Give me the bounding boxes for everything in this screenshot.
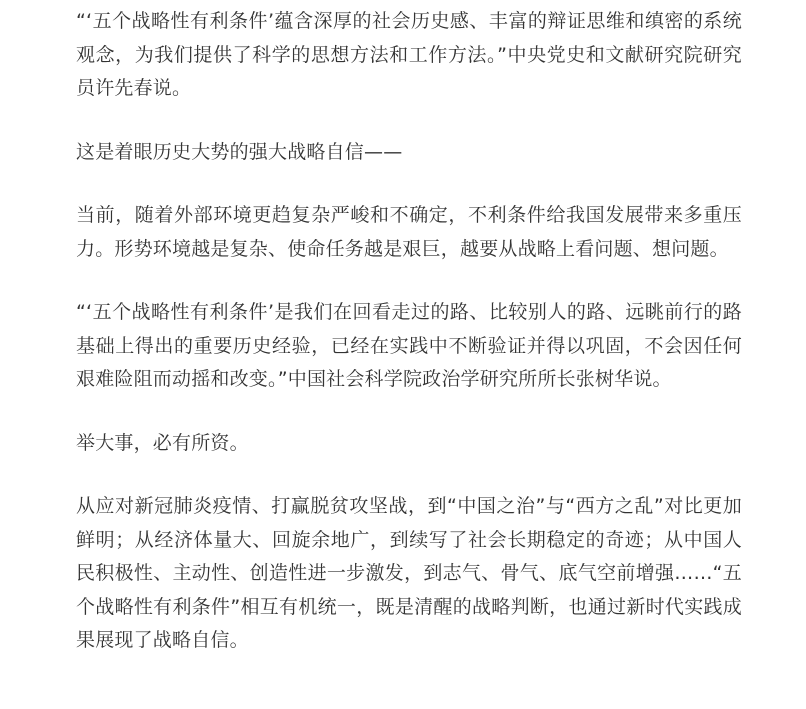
paragraph-current-situation: 当前，随着外部环境更趋复杂严峻和不确定，不利条件给我国发展带来多重压力。形势环境越是复杂、使命任务越是艰巨，越要从战略上看问题、想问题。 <box>76 204 742 260</box>
paragraph-strategic-confidence-heading: 这是着眼历史大势的强大战略自信—— <box>76 140 403 163</box>
paragraph-five-conditions-summary: 从应对新冠肺炎疫情、打赢脱贫攻坚战，到“中国之治”与“西方之乱”对比更加鲜明；从经济体量大、回旋余地广，到续写了社会长期稳定的奇迹；从中国人民积极性、主动性、创造性进一步激发，到志气、骨气、底气空前增强……“五个战略性有利条件”相互有机统一，既是清醒的战略判断，也通过新时代实践成果展现了战略自信。 <box>76 495 742 651</box>
paragraph-quote-xu-xianchun: “‘五个战略性有利条件’蕴含深厚的社会历史感、丰富的辩证思维和缜密的系统观念，为我们提供了科学的思想方法和工作方法。”中央党史和文献研究院研究员许先春说。 <box>76 10 742 99</box>
article-body <box>76 5 742 658</box>
paragraph-quote-zhang-shuhua: “‘五个战略性有利条件’是我们在回看走过的路、比较别人的路、远眺前行的路基础上得出的重要历史经验，已经在实践中不断验证并得以巩固，不会因任何艰难险阻而动摇和改变。”中国社会科学院政治学研究所所长张树华说。 <box>76 301 742 390</box>
paragraph-great-undertaking: 举大事，必有所资。 <box>76 431 249 454</box>
